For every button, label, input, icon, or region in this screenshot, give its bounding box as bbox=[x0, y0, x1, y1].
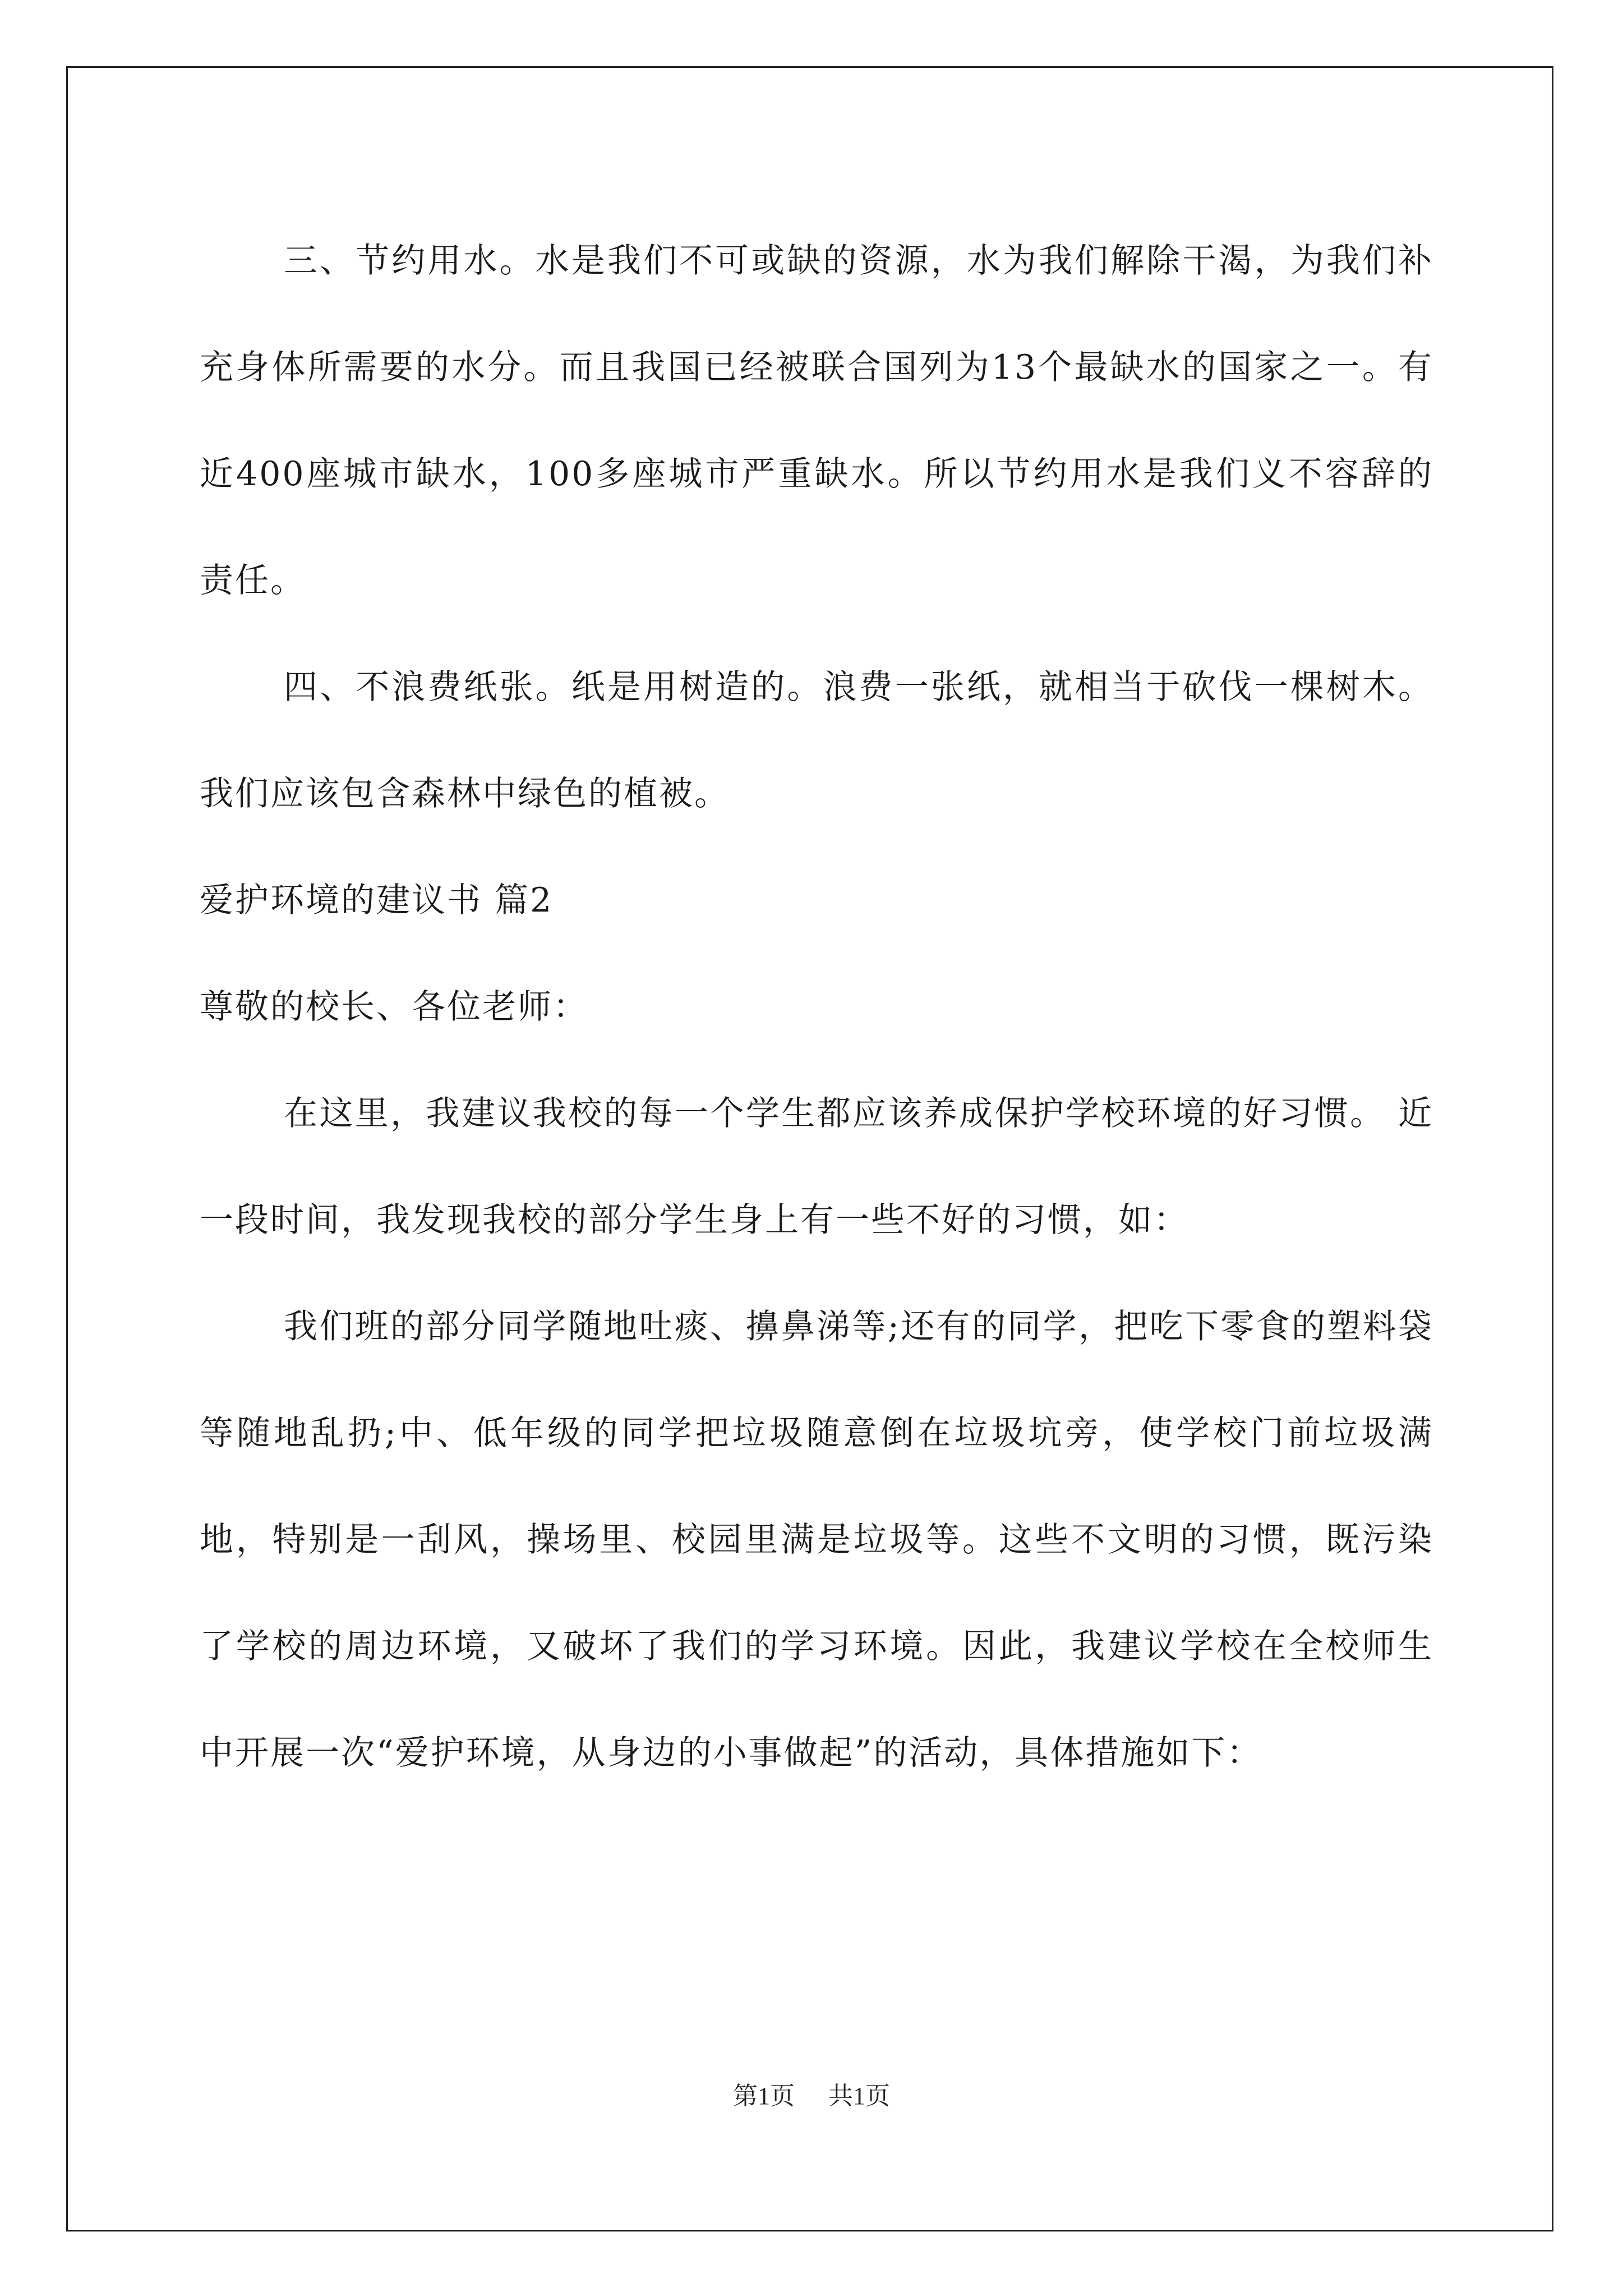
page-footer bbox=[0, 2076, 1623, 2111]
paragraph-paper-saving: 四、不浪费纸张。纸是用树造的。浪费一张纸，就相当于砍伐一棵树木。我们应该包含森林中绿色的植被。 bbox=[200, 668, 1433, 813]
paragraph-suggestion: 在这里，我建议我校的每一个学生都应该养成保护学校环境的好习惯。 近一段时间，我发现我校的部分学生身上有一些不好的习惯，如： bbox=[200, 1094, 1433, 1240]
page-number-current: 第1页 bbox=[733, 2082, 795, 2110]
paragraph-water-saving: 三、节约用水。水是我们不可或缺的资源，水为我们解除干渴，为我们补充身体所需要的水分。而且我国已经被联合国列为13个最缺水的国家之一。有近400座城市缺水，100多座城市严重缺水。所以节约用水是我们义不容辞的责任。 bbox=[200, 241, 1433, 600]
section-title: 爱护环境的建议书 篇2 bbox=[200, 881, 554, 920]
salutation: 尊敬的校长、各位老师： bbox=[200, 987, 588, 1027]
document-body bbox=[200, 208, 1433, 1806]
page-number-total: 共1页 bbox=[828, 2082, 890, 2110]
paragraph-bad-habits: 我们班的部分同学随地吐痰、擤鼻涕等;还有的同学，把吃下零食的塑料袋等随地乱扔;中、低年级的同学把垃圾随意倒在垃圾坑旁，使学校门前垃圾满地，特别是一刮风，操场里、校园里满是垃圾等。这些不文明的习惯，既污染了学校的周边环境，又破坏了我们的学习环境。因此，我建议学校在全校师生中开展一次“爱护环境，从身边的小事做起”的活动，具体措施如下： bbox=[200, 1307, 1433, 1773]
